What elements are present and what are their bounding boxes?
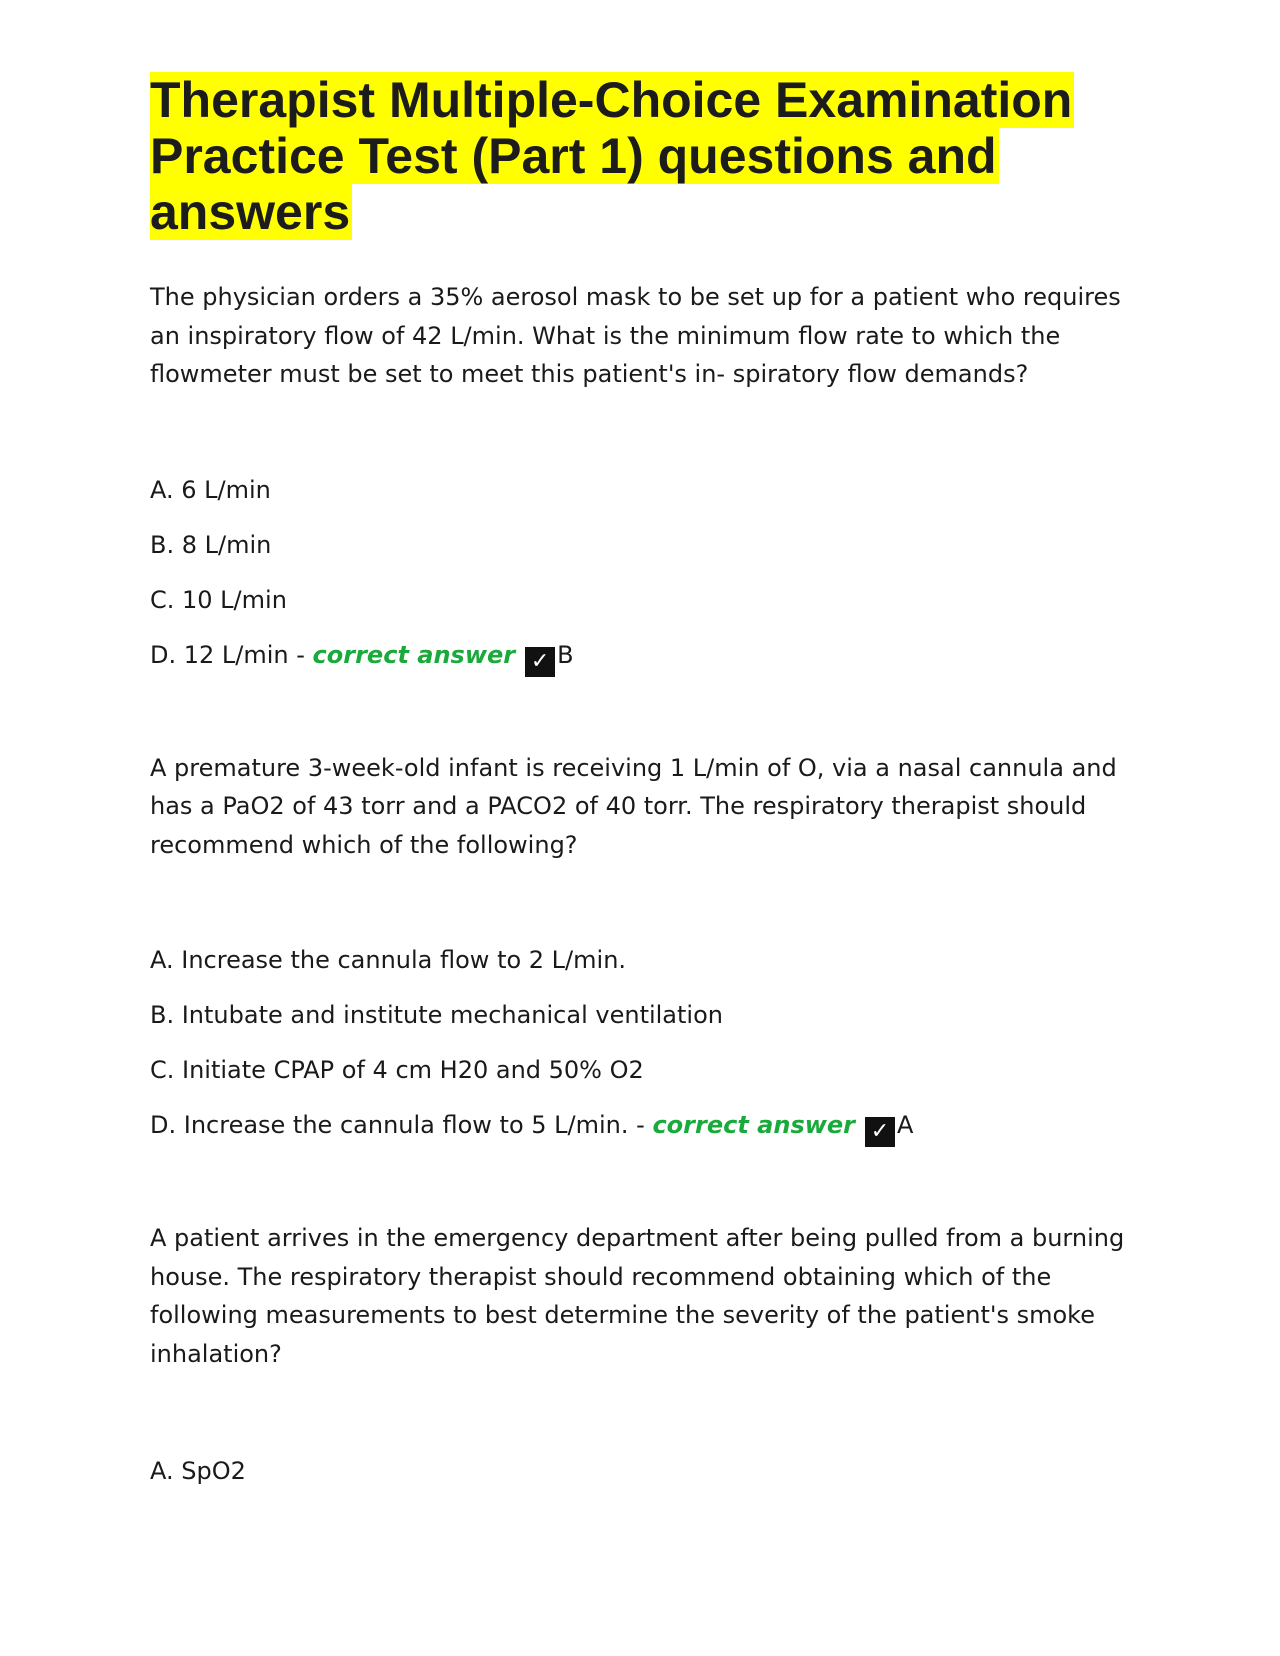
document-title	[150, 72, 1130, 240]
question-text: A premature 3-week-old infant is receiving 1 L/min of O, via a nasal cannula and has a PaO2 of 43 torr and a PACO2 of 40 torr. The respiratory therapist should recommend which of the following?	[150, 753, 1117, 859]
option-d	[150, 639, 1130, 674]
option-b: B. 8 L/min	[150, 530, 272, 559]
checkmark-icon: ✓	[865, 1117, 895, 1147]
document-page	[150, 72, 1130, 1510]
correct-answer-label: correct answer	[312, 640, 516, 669]
question-text: A patient arrives in the emergency department after being pulled from a burning house. The respiratory therapist should recommend obtaining which of the following measurements to best determine the severity of the patient's smoke inhalation?	[150, 1224, 1125, 1368]
option-b: B. Intubate and institute mechanical ventilation	[150, 1001, 723, 1029]
title-highlight: Therapist Multiple-Choice Examination Practice Test (Part 1) questions and answers	[150, 72, 1073, 240]
answer-letter: A	[897, 1111, 914, 1139]
option-a: A. Increase the cannula flow to 2 L/min.	[150, 946, 627, 974]
correct-answer-label: correct answer	[652, 1111, 856, 1139]
options-list	[150, 474, 1130, 674]
option-a: A. SpO2	[150, 1457, 246, 1485]
option-c: C. Initiate CPAP of 4 cm H20 and 50% O2	[150, 1056, 644, 1084]
option-d-text: D. Increase the cannula flow to 5 L/min. -	[150, 1111, 653, 1139]
option-c: C. 10 L/min	[150, 585, 287, 614]
options-list	[150, 944, 1130, 1144]
option-d-text: D. 12 L/min -	[150, 640, 313, 669]
option-d	[150, 1109, 1130, 1144]
checkmark-icon: ✓	[525, 647, 555, 677]
options-list	[150, 1455, 1130, 1487]
question-text: The physician orders a 35% aerosol mask to be set up for a patient who requires an inspiratory flow of 42 L/min. What is the minimum flow rate to which the flowmeter must be set to meet this patient's in- spiratory flow demands?	[150, 283, 1121, 388]
option-a: A. 6 L/min	[150, 475, 271, 504]
answer-letter: B	[557, 640, 574, 669]
